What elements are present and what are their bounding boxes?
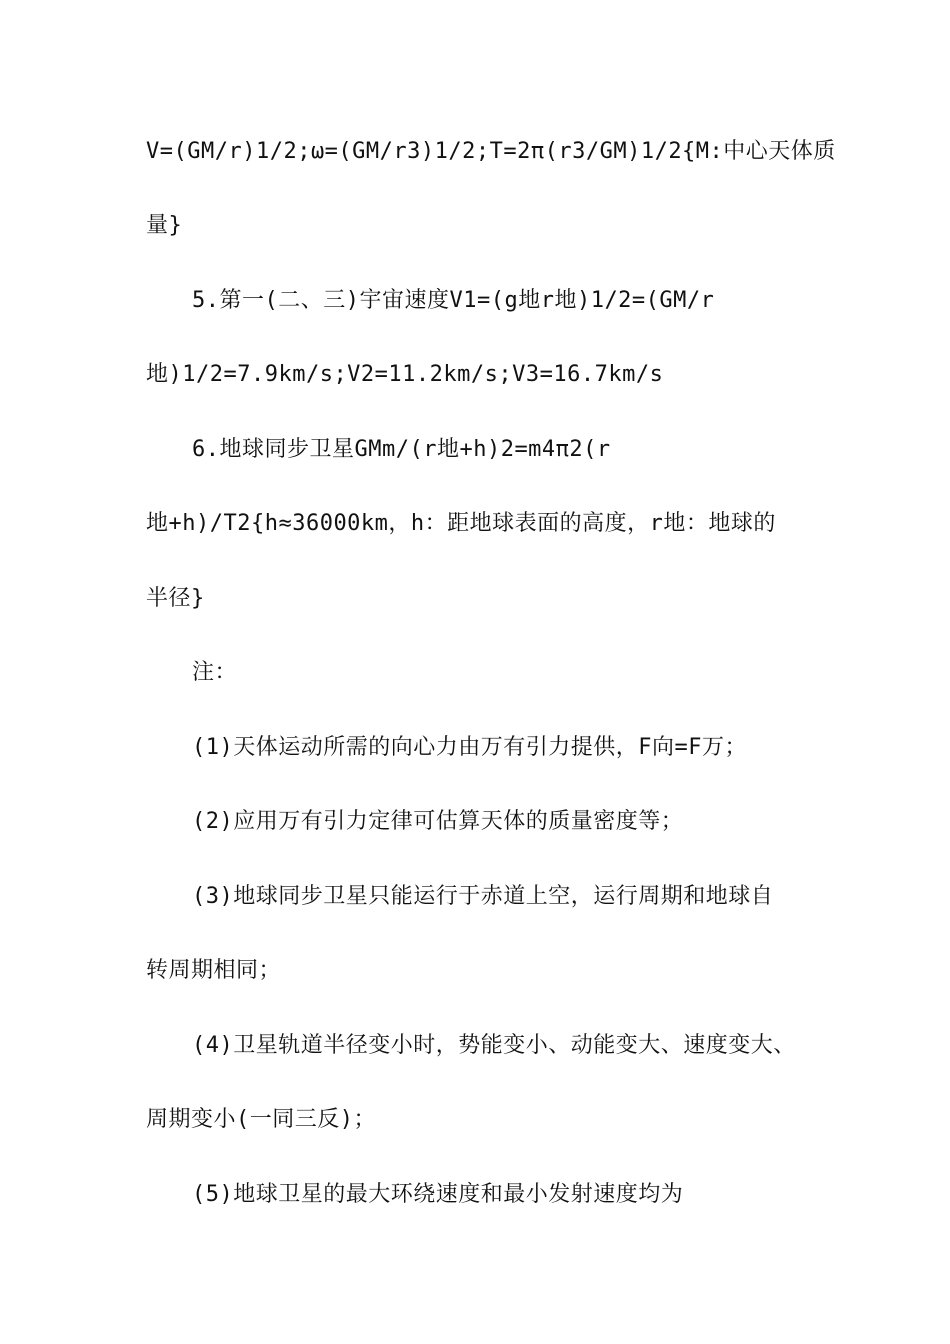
text-line-note-5: (5)地球卫星的最大环绕速度和最小发射速度均为 bbox=[192, 1182, 684, 1207]
text-line-note-3-cont: 转周期相同； bbox=[146, 958, 282, 983]
text-line-cosmic-speed: 5.第一(二、三)宇宙速度V1=(g地r地)1/2=(GM/r bbox=[192, 288, 715, 313]
text-line-note-3: (3)地球同步卫星只能运行于赤道上空，运行周期和地球自 bbox=[192, 884, 774, 909]
text-line-cosmic-speed-values: 地)1/2=7.9km/s;V2=11.2km/s;V3=16.7km/s bbox=[146, 362, 664, 387]
text-line-sync-satellite: 6.地球同步卫星GMm/(r地+h)2=m4π2(r bbox=[192, 437, 611, 462]
text-line-note-2: (2)应用万有引力定律可估算天体的质量密度等； bbox=[192, 809, 684, 834]
text-line-formula-orbit: V=(GM/r)1/2;ω=(GM/r3)1/2;T=2π(r3/GM)1/2{M:中心天体质 bbox=[146, 139, 836, 164]
text-line-note-heading: 注： bbox=[192, 660, 238, 685]
text-line-sync-satellite-end: 半径} bbox=[146, 586, 205, 611]
text-line-sync-satellite-cont: 地+h)/T2{h≈36000km，h：距地球表面的高度，r地：地球的 bbox=[146, 511, 776, 536]
text-line-note-4: (4)卫星轨道半径变小时，势能变小、动能变大、速度变大、 bbox=[192, 1033, 796, 1058]
text-line-note-4-cont: 周期变小(一同三反)； bbox=[146, 1107, 376, 1132]
text-line-formula-orbit-end: 量} bbox=[146, 213, 183, 238]
text-line-note-1: (1)天体运动所需的向心力由万有引力提供，F向=F万； bbox=[192, 735, 747, 760]
